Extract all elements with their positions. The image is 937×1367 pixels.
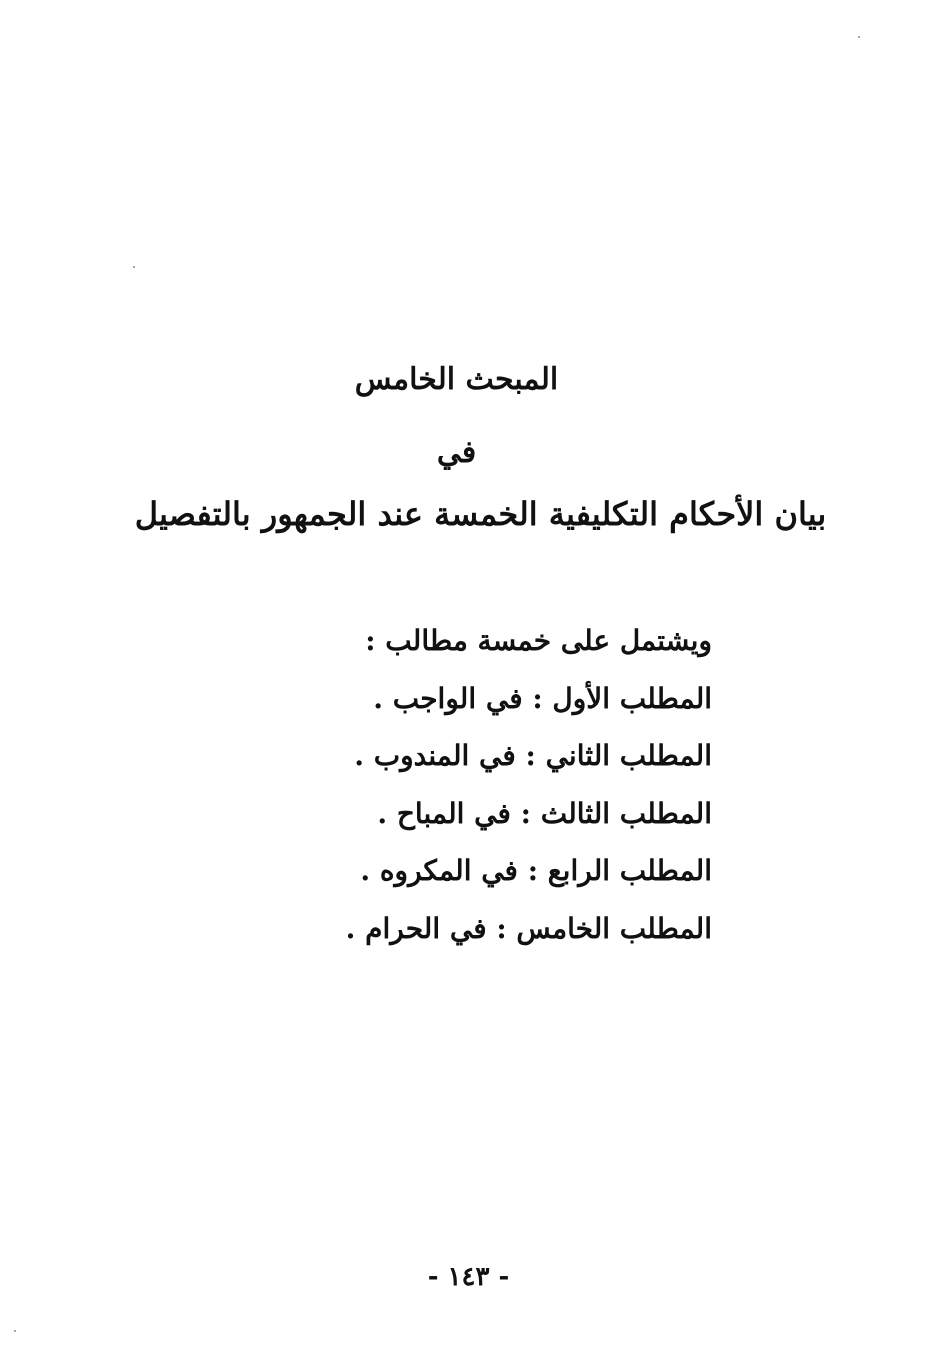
section-contents bbox=[346, 612, 712, 957]
scan-speck bbox=[133, 266, 135, 268]
section-title: المبحث الخامس bbox=[354, 362, 559, 397]
page-number: - ١٤٣ - bbox=[427, 1262, 510, 1292]
contents-intro: ويشتمل على خمسة مطالب : bbox=[365, 624, 712, 657]
contents-item: المطلب الثاني : في المندوب . bbox=[354, 739, 712, 772]
contents-item: المطلب الخامس : في الحرام . bbox=[345, 911, 712, 945]
section-subtitle: بيان الأحكام التكليفية الخمسة عند الجمهور بالتفصيل bbox=[134, 495, 827, 533]
contents-item: المطلب الرابع : في المكروه . bbox=[360, 854, 712, 887]
scan-speck bbox=[14, 1330, 16, 1332]
contents-item: المطلب الثالث : في المباح . bbox=[377, 796, 712, 830]
scan-speck bbox=[858, 36, 860, 38]
section-title-connector: في bbox=[436, 435, 477, 470]
contents-item: المطلب الأول : في الواجب . bbox=[373, 681, 712, 715]
